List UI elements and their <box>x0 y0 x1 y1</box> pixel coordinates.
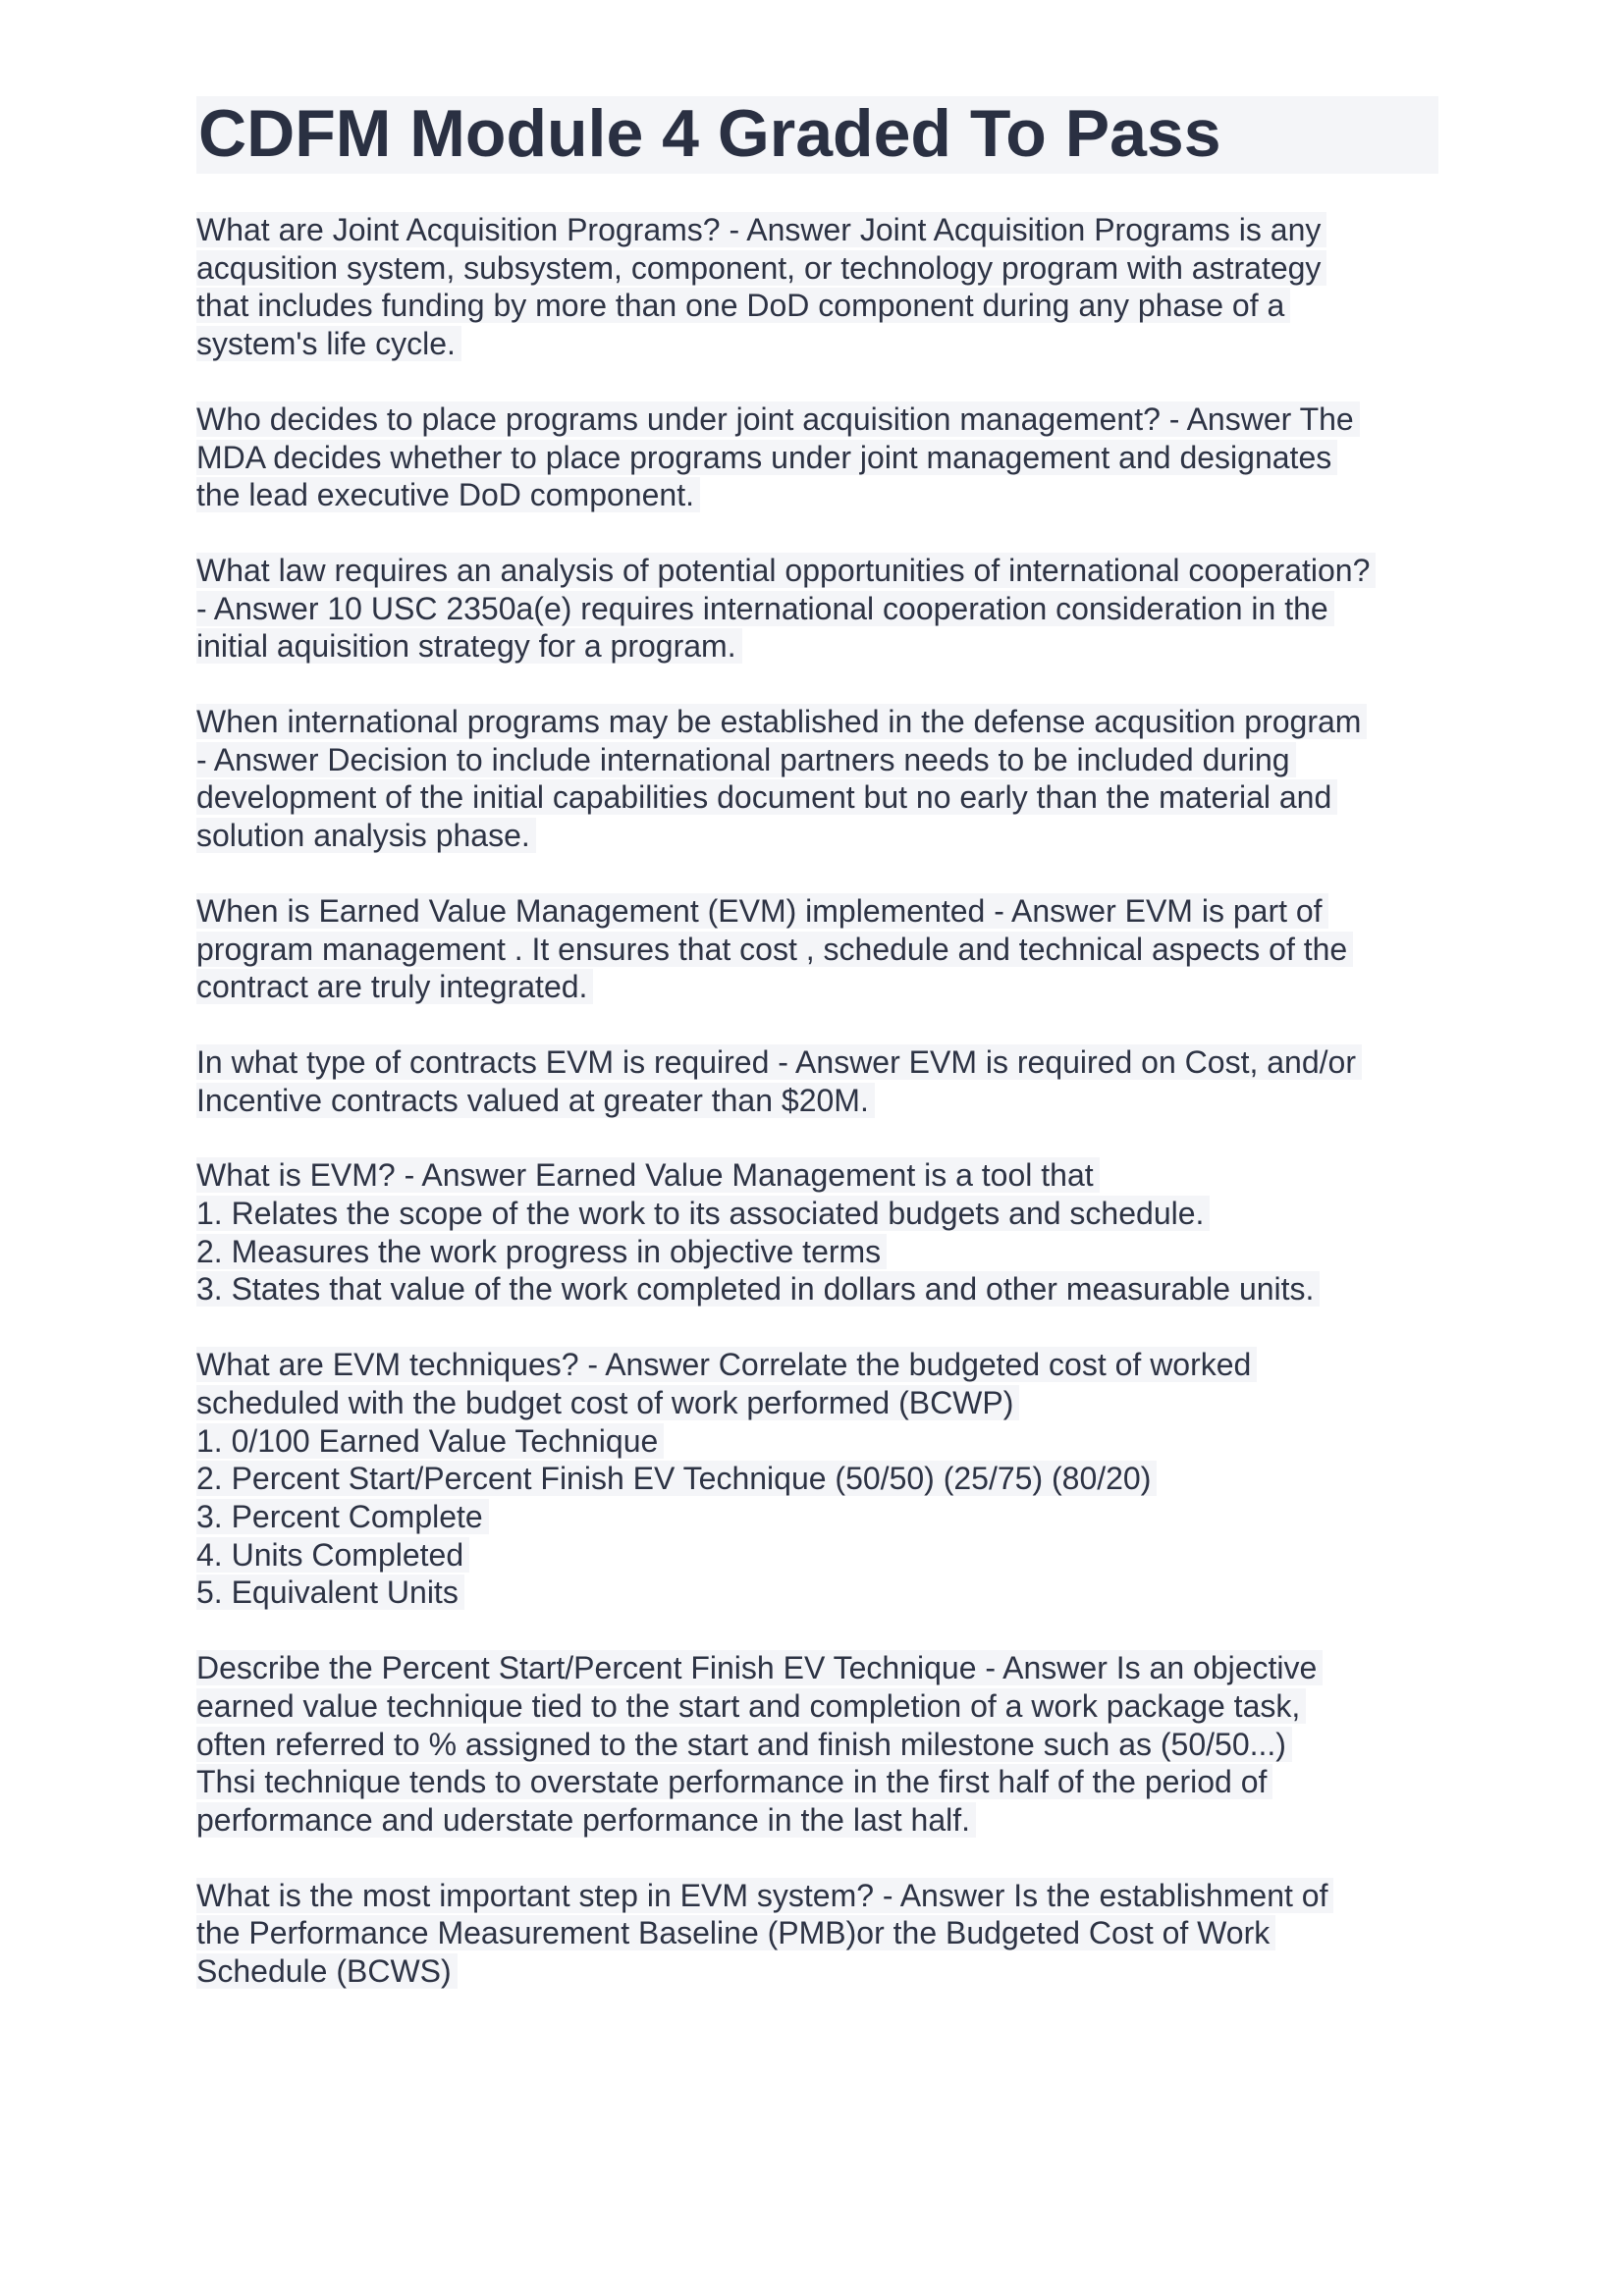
page-title: CDFM Module 4 Graded To Pass <box>196 96 1438 174</box>
qa-line <box>196 1460 1438 1498</box>
qa-line-text: the Performance Measurement Baseline (PMB)or the Budgeted Cost of Work <box>196 1915 1275 1950</box>
qa-block <box>196 1156 1438 1308</box>
qa-line-text: earned value technique tied to the start and completion of a work package task, <box>196 1688 1306 1724</box>
qa-line <box>196 1649 1438 1687</box>
qa-line <box>196 439 1438 477</box>
qa-line <box>196 1233 1438 1271</box>
qa-line <box>196 778 1438 817</box>
qa-line <box>196 1914 1438 1952</box>
qa-list <box>196 211 1438 1991</box>
qa-line-text: acqusition system, subsystem, component, or technology program with astrategy <box>196 250 1326 286</box>
qa-block <box>196 1043 1438 1119</box>
qa-line-text: 4. Units Completed <box>196 1537 469 1573</box>
qa-line-text: What is EVM? - Answer Earned Value Management is a tool that <box>196 1157 1100 1193</box>
qa-block <box>196 1649 1438 1840</box>
qa-line <box>196 1346 1438 1384</box>
qa-line <box>196 552 1438 590</box>
qa-line-text: often referred to % assigned to the start and finish milestone such as (50/50...) <box>196 1727 1292 1762</box>
qa-line-text: 5. Equivalent Units <box>196 1575 464 1610</box>
qa-line-text: 3. Percent Complete <box>196 1499 489 1534</box>
qa-line <box>196 211 1438 249</box>
qa-line-text: What are Joint Acquisition Programs? - Answer Joint Acquisition Programs is any <box>196 212 1326 247</box>
qa-line-text: 1. 0/100 Earned Value Technique <box>196 1423 664 1459</box>
qa-block <box>196 1346 1438 1612</box>
qa-line <box>196 817 1438 855</box>
qa-line-text: 1. Relates the scope of the work to its associated budgets and schedule. <box>196 1196 1210 1231</box>
qa-line <box>196 1574 1438 1612</box>
qa-line <box>196 703 1438 741</box>
qa-line-text: 2. Measures the work progress in objective terms <box>196 1234 887 1269</box>
qa-line <box>196 287 1438 325</box>
qa-line-text: solution analysis phase. <box>196 818 536 853</box>
qa-line-text: the lead executive DoD component. <box>196 477 700 512</box>
qa-line <box>196 968 1438 1006</box>
qa-line <box>196 1043 1438 1082</box>
qa-line-text: program management . It ensures that cost , schedule and technical aspects of the <box>196 932 1353 967</box>
qa-line-text: Incentive contracts valued at greater than $20M. <box>196 1083 875 1118</box>
qa-line <box>196 892 1438 931</box>
qa-block <box>196 400 1438 514</box>
qa-line-text: scheduled with the budget cost of work performed (BCWP) <box>196 1385 1019 1420</box>
qa-line <box>196 627 1438 666</box>
qa-line-text: What are EVM techniques? - Answer Correlate the budgeted cost of worked <box>196 1347 1257 1382</box>
qa-line <box>196 1270 1438 1308</box>
qa-line-text: In what type of contracts EVM is required - Answer EVM is required on Cost, and/or <box>196 1044 1362 1080</box>
qa-line <box>196 741 1438 779</box>
qa-line-text: performance and uderstate performance in the last half. <box>196 1802 976 1838</box>
qa-line-text: Describe the Percent Start/Percent Finish EV Technique - Answer Is an objective <box>196 1650 1323 1685</box>
qa-line-text: system's life cycle. <box>196 326 461 361</box>
qa-line <box>196 325 1438 363</box>
qa-line <box>196 1498 1438 1536</box>
qa-line-text: When international programs may be established in the defense acqusition program <box>196 704 1367 739</box>
qa-line-text: contract are truly integrated. <box>196 969 593 1004</box>
qa-line <box>196 590 1438 628</box>
qa-block <box>196 1877 1438 1991</box>
qa-line-text: Who decides to place programs under joint acquisition management? - Answer The <box>196 401 1360 437</box>
qa-line <box>196 1156 1438 1195</box>
qa-line-text: What is the most important step in EVM system? - Answer Is the establishment of <box>196 1878 1333 1913</box>
qa-line-text: - Answer 10 USC 2350a(e) requires international cooperation consideration in the <box>196 591 1334 626</box>
qa-block <box>196 703 1438 855</box>
qa-line <box>196 931 1438 969</box>
qa-line-text: Schedule (BCWS) <box>196 1953 458 1989</box>
qa-line-text: When is Earned Value Management (EVM) implemented - Answer EVM is part of <box>196 893 1328 929</box>
qa-line <box>196 1082 1438 1120</box>
qa-line <box>196 1687 1438 1726</box>
qa-line-text: Thsi technique tends to overstate performance in the first half of the period of <box>196 1764 1272 1799</box>
qa-block <box>196 211 1438 363</box>
qa-line-text: What law requires an analysis of potential opportunities of international cooperation? <box>196 553 1376 588</box>
qa-line <box>196 1763 1438 1801</box>
qa-line <box>196 249 1438 288</box>
qa-block <box>196 892 1438 1006</box>
qa-line <box>196 1877 1438 1915</box>
qa-line-text: MDA decides whether to place programs under joint management and designates <box>196 440 1337 475</box>
qa-line-text: - Answer Decision to include international partners needs to be included during <box>196 742 1296 777</box>
qa-line <box>196 1726 1438 1764</box>
qa-line <box>196 1384 1438 1422</box>
qa-line <box>196 476 1438 514</box>
document-page <box>196 96 1438 2028</box>
qa-line <box>196 1195 1438 1233</box>
qa-line <box>196 1801 1438 1840</box>
qa-line-text: development of the initial capabilities document but no early than the material and <box>196 779 1337 815</box>
qa-line <box>196 400 1438 439</box>
qa-line-text: that includes funding by more than one DoD component during any phase of a <box>196 288 1290 323</box>
qa-line <box>196 1422 1438 1461</box>
qa-line <box>196 1536 1438 1575</box>
qa-block <box>196 552 1438 666</box>
qa-line-text: initial aquisition strategy for a program. <box>196 628 742 664</box>
qa-line <box>196 1952 1438 1991</box>
qa-line-text: 3. States that value of the work completed in dollars and other measurable units. <box>196 1271 1320 1307</box>
qa-line-text: 2. Percent Start/Percent Finish EV Technique (50/50) (25/75) (80/20) <box>196 1461 1157 1496</box>
